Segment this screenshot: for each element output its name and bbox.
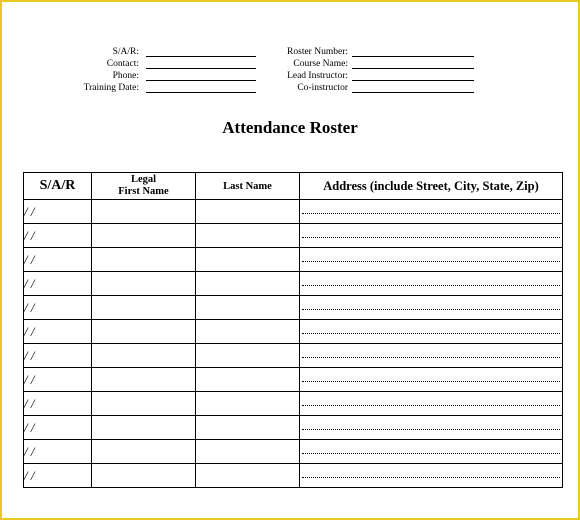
address-dotted-line bbox=[302, 213, 560, 214]
last-name-cell[interactable] bbox=[196, 392, 300, 416]
table-header-row bbox=[24, 173, 563, 200]
address-dotted-line bbox=[302, 429, 560, 430]
lead-instructor-field[interactable] bbox=[2, 70, 578, 82]
roster-number-label: Roster Number: bbox=[287, 47, 348, 57]
last-name-cell[interactable] bbox=[196, 200, 300, 224]
sar-date-cell[interactable]: / / bbox=[24, 344, 92, 368]
address-cell[interactable] bbox=[300, 224, 563, 248]
address-cell[interactable] bbox=[300, 440, 563, 464]
sar-date-cell[interactable]: / / bbox=[24, 416, 92, 440]
address-cell[interactable] bbox=[300, 416, 563, 440]
address-dotted-line bbox=[302, 381, 560, 382]
course-name-label: Course Name: bbox=[293, 59, 348, 69]
address-cell[interactable] bbox=[300, 272, 563, 296]
sar-date-cell[interactable]: / / bbox=[24, 296, 92, 320]
address-dotted-line bbox=[302, 453, 560, 454]
address-cell[interactable] bbox=[300, 296, 563, 320]
roster-number-input-line[interactable] bbox=[352, 56, 474, 57]
address-cell[interactable] bbox=[300, 368, 563, 392]
last-name-cell[interactable] bbox=[196, 368, 300, 392]
attendance-table bbox=[23, 172, 563, 488]
page-title: Attendance Roster bbox=[222, 118, 358, 137]
last-name-cell[interactable] bbox=[196, 416, 300, 440]
address-cell[interactable] bbox=[300, 464, 563, 488]
column-header-first-name-label: Legal First Name bbox=[118, 174, 169, 197]
table-row bbox=[24, 440, 563, 464]
course-name-input-line[interactable] bbox=[352, 68, 474, 69]
address-dotted-line bbox=[302, 357, 560, 358]
sar-date-cell[interactable]: / / bbox=[24, 392, 92, 416]
sar-date-cell[interactable]: / / bbox=[24, 464, 92, 488]
address-dotted-line bbox=[302, 405, 560, 406]
first-name-cell[interactable] bbox=[92, 272, 196, 296]
lead-instructor-input-line[interactable] bbox=[352, 80, 474, 81]
table-row bbox=[24, 272, 563, 296]
address-dotted-line bbox=[302, 237, 560, 238]
sar-date-cell[interactable]: / / bbox=[24, 320, 92, 344]
last-name-cell[interactable] bbox=[196, 464, 300, 488]
training-date-label: Training Date: bbox=[83, 83, 139, 93]
first-name-cell[interactable] bbox=[92, 320, 196, 344]
address-cell[interactable] bbox=[300, 248, 563, 272]
roster-number-field[interactable] bbox=[2, 46, 578, 58]
last-name-cell[interactable] bbox=[196, 296, 300, 320]
address-dotted-line bbox=[302, 477, 560, 478]
sar-date-cell[interactable]: / / bbox=[24, 368, 92, 392]
last-name-cell[interactable] bbox=[196, 440, 300, 464]
contact-label: Contact: bbox=[106, 59, 139, 69]
address-dotted-line bbox=[302, 333, 560, 334]
first-name-cell[interactable] bbox=[92, 224, 196, 248]
address-cell[interactable] bbox=[300, 320, 563, 344]
first-name-cell[interactable] bbox=[92, 416, 196, 440]
column-header-sar: S/A/R bbox=[24, 173, 92, 200]
address-dotted-line bbox=[302, 309, 560, 310]
first-name-cell[interactable] bbox=[92, 440, 196, 464]
table-body bbox=[24, 200, 563, 488]
lead-instructor-label: Lead Instructor: bbox=[287, 71, 348, 81]
table-row bbox=[24, 320, 563, 344]
column-header-address: Address (include Street, City, State, Zip) bbox=[300, 173, 563, 200]
table-row bbox=[24, 368, 563, 392]
sar-date-cell[interactable]: / / bbox=[24, 440, 92, 464]
table-row bbox=[24, 200, 563, 224]
first-name-cell[interactable] bbox=[92, 464, 196, 488]
header-fields bbox=[2, 46, 578, 102]
first-name-cell[interactable] bbox=[92, 296, 196, 320]
first-name-cell[interactable] bbox=[92, 344, 196, 368]
co-instructor-field[interactable] bbox=[2, 82, 578, 94]
last-name-cell[interactable] bbox=[196, 344, 300, 368]
table-row bbox=[24, 344, 563, 368]
first-name-cell[interactable] bbox=[92, 368, 196, 392]
first-name-cell[interactable] bbox=[92, 392, 196, 416]
table-row bbox=[24, 224, 563, 248]
column-header-last-name: Last Name bbox=[196, 173, 300, 200]
first-name-cell[interactable] bbox=[92, 200, 196, 224]
column-header-first-name bbox=[92, 173, 196, 200]
first-name-cell[interactable] bbox=[92, 248, 196, 272]
sar-date-cell[interactable]: / / bbox=[24, 248, 92, 272]
last-name-cell[interactable] bbox=[196, 320, 300, 344]
last-name-cell[interactable] bbox=[196, 224, 300, 248]
address-cell[interactable] bbox=[300, 200, 563, 224]
sar-date-cell[interactable]: / / bbox=[24, 224, 92, 248]
table-row bbox=[24, 248, 563, 272]
sar-date-cell[interactable]: / / bbox=[24, 272, 92, 296]
address-cell[interactable] bbox=[300, 392, 563, 416]
course-name-field[interactable] bbox=[2, 58, 578, 70]
sar-date-cell[interactable]: / / bbox=[24, 200, 92, 224]
table-row bbox=[24, 296, 563, 320]
co-instructor-label: Co-instructor bbox=[297, 83, 348, 93]
phone-label: Phone: bbox=[112, 71, 139, 81]
address-dotted-line bbox=[302, 285, 560, 286]
table-row bbox=[24, 392, 563, 416]
last-name-cell[interactable] bbox=[196, 248, 300, 272]
address-dotted-line bbox=[302, 261, 560, 262]
last-name-cell[interactable] bbox=[196, 272, 300, 296]
table-row bbox=[24, 464, 563, 488]
table-row bbox=[24, 416, 563, 440]
sar-label: S/A/R: bbox=[112, 47, 139, 57]
address-cell[interactable] bbox=[300, 344, 563, 368]
co-instructor-input-line[interactable] bbox=[352, 92, 474, 93]
